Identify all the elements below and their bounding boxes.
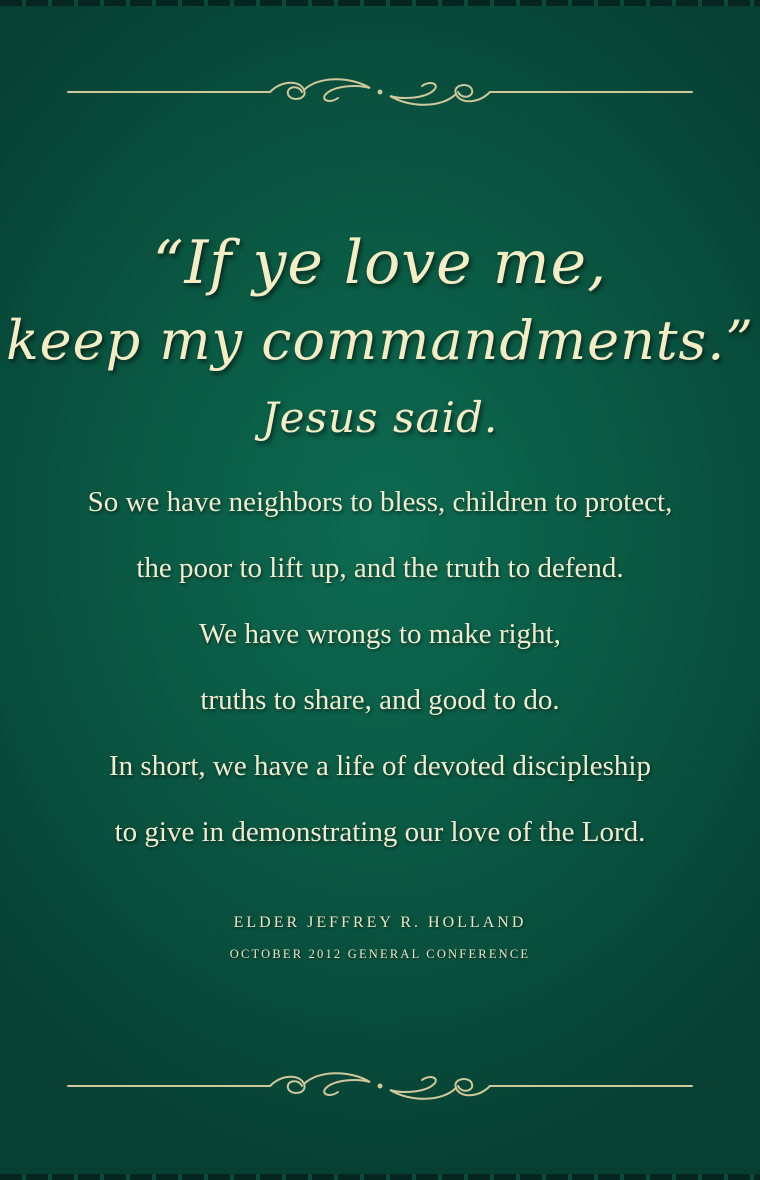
quote-line-1: “If ye love me, bbox=[152, 228, 608, 298]
speaker-name: ELDER JEFFREY R. HOLLAND bbox=[233, 914, 527, 931]
body-line: the poor to lift up, and the truth to defend. bbox=[136, 552, 624, 584]
body-line: We have wrongs to make right, bbox=[199, 618, 561, 650]
bottom-edge-border bbox=[0, 1174, 760, 1180]
body-line: So we have neighbors to bless, children to protect, bbox=[87, 486, 673, 518]
bottom-flourish-divider-icon bbox=[0, 1066, 760, 1106]
body-line: In short, we have a life of devoted discipleship bbox=[109, 750, 651, 782]
body-line: truths to share, and good to do. bbox=[200, 684, 560, 716]
body-line: to give in demonstrating our love of the Lord. bbox=[114, 816, 646, 848]
top-edge-border bbox=[0, 0, 760, 6]
quote-line-2: keep my commandments.” bbox=[5, 309, 755, 372]
event-name: OCTOBER 2012 GENERAL CONFERENCE bbox=[229, 947, 531, 961]
body-text bbox=[0, 476, 760, 872]
quote-attribution: Jesus said. bbox=[261, 393, 499, 442]
top-flourish-divider-icon bbox=[0, 72, 760, 112]
